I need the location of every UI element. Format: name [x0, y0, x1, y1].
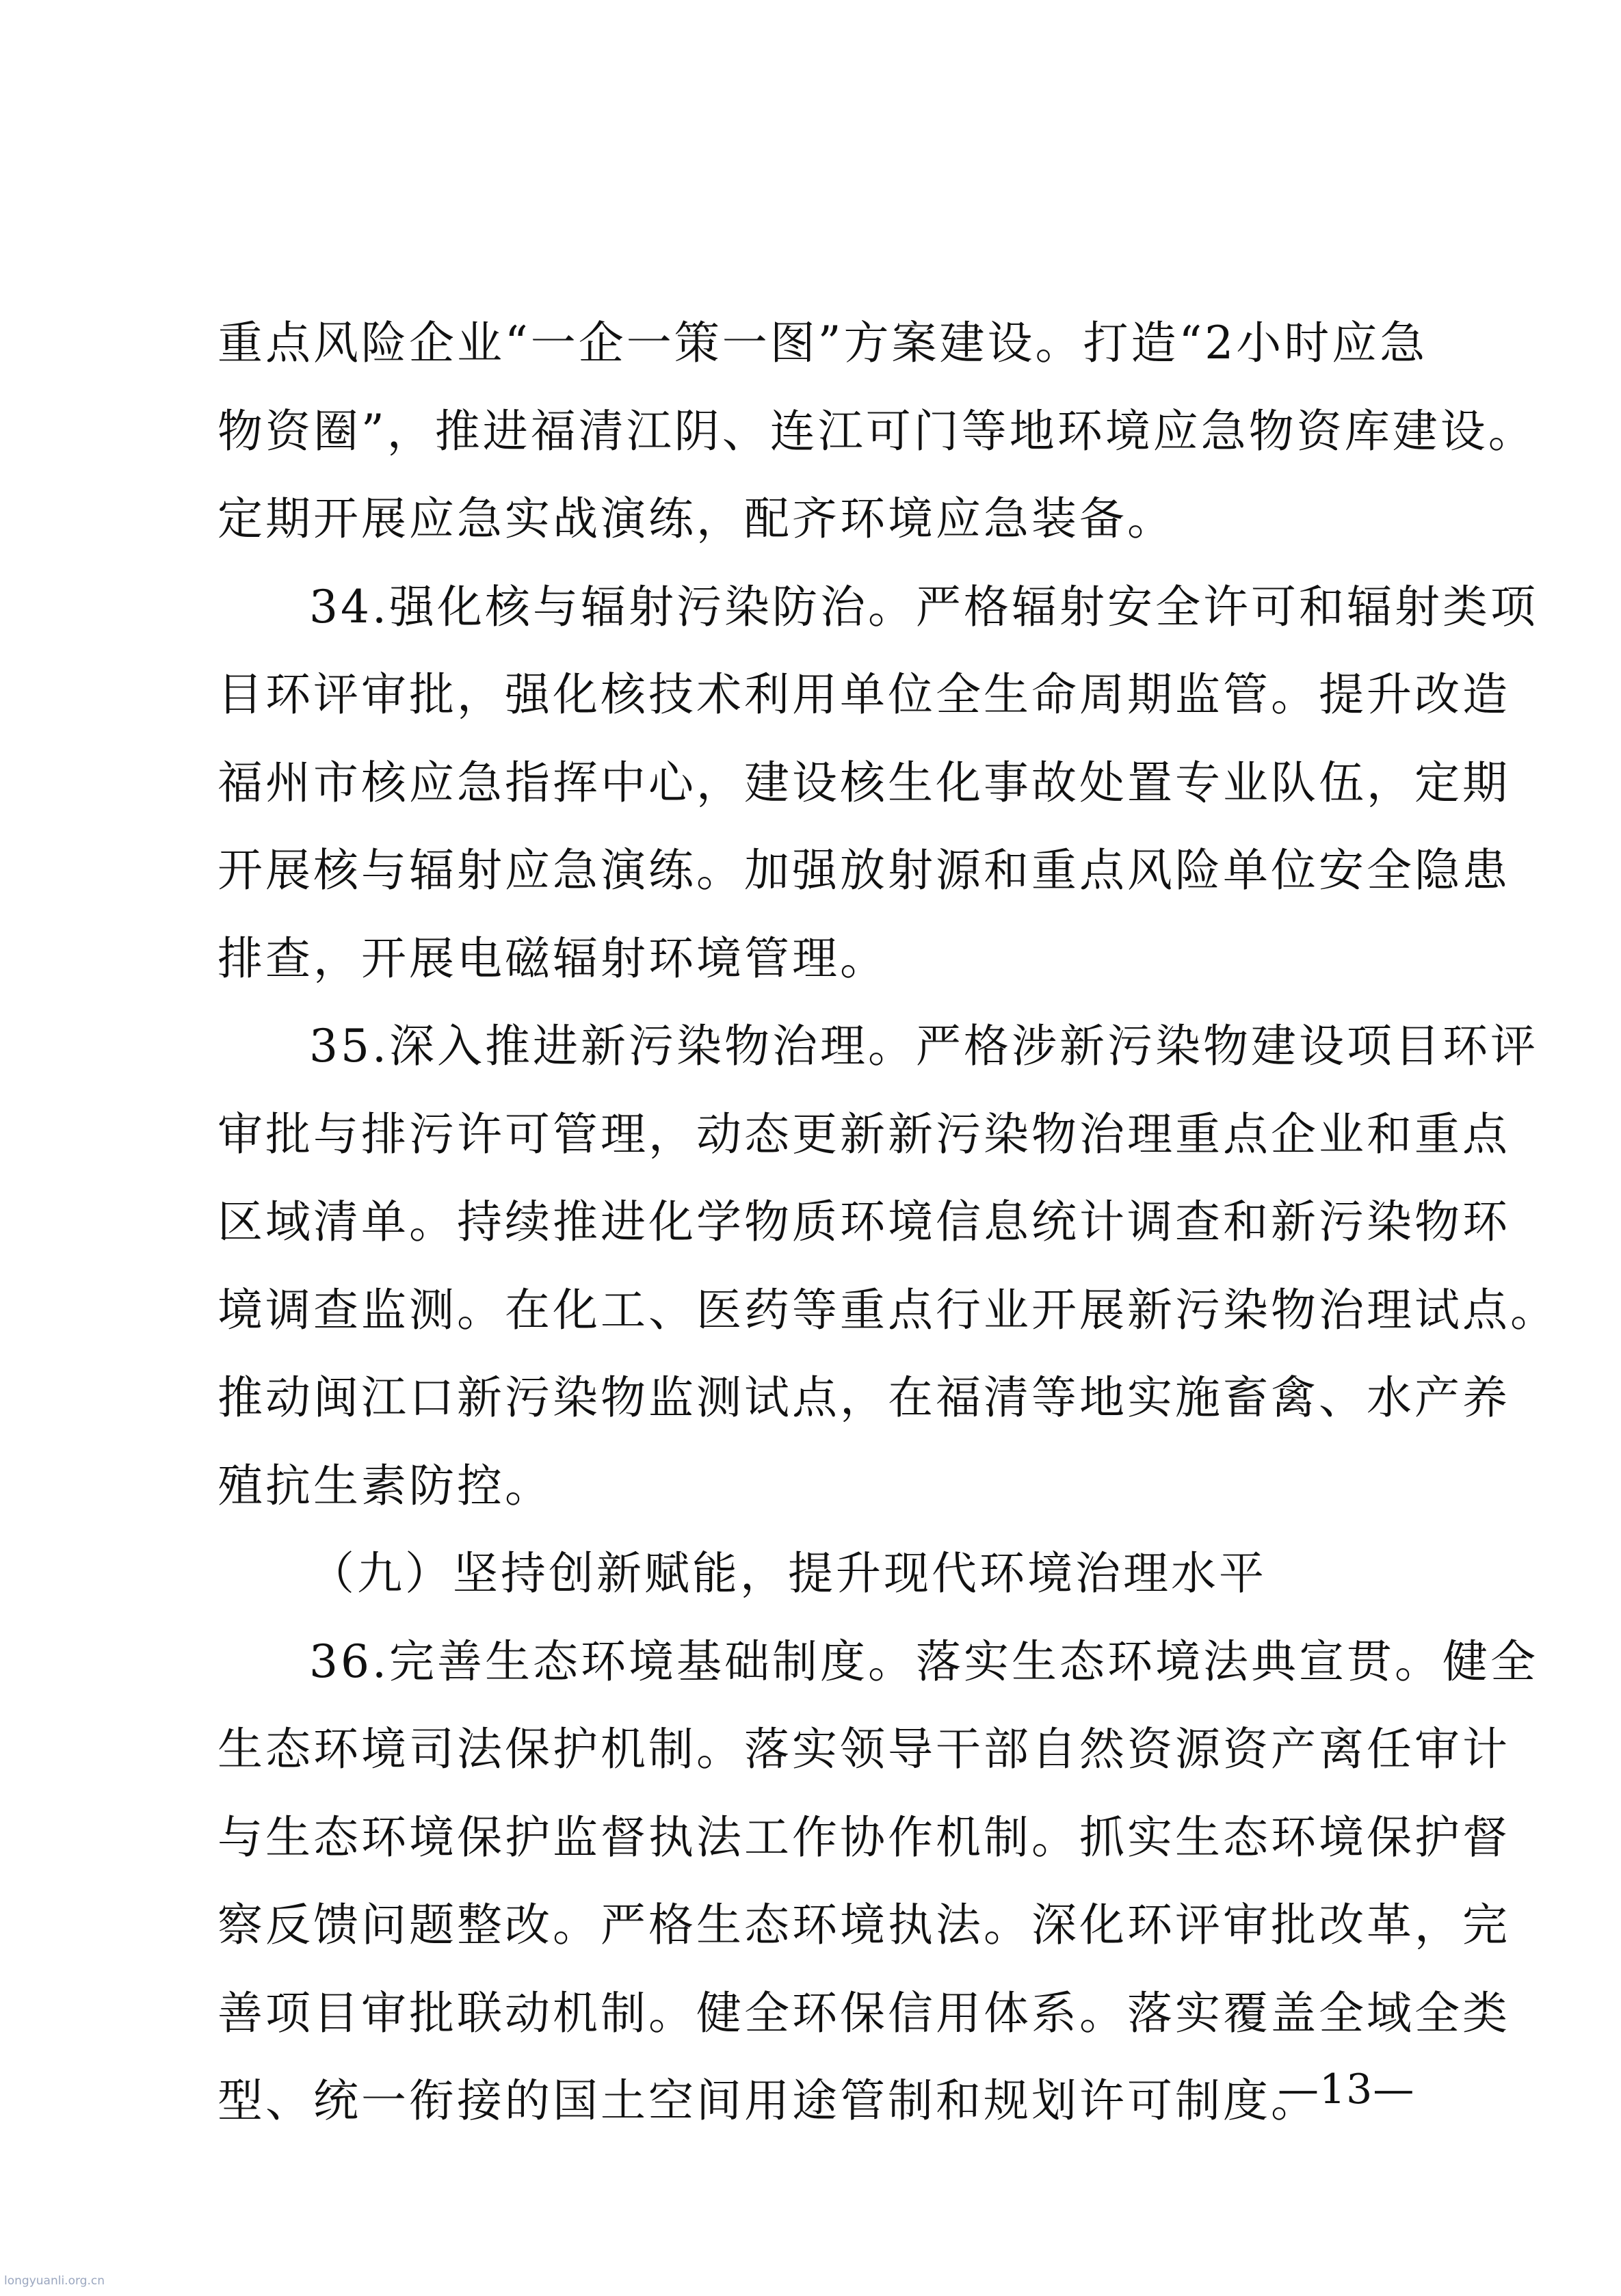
text-line: 与生态环境保护监督执法工作协作机制。抓实生态环境保护督 [218, 1810, 1510, 1864]
document-body [218, 300, 1558, 2146]
text-line: 物资圈”，推进福清江阴、连江可门等地环境应急物资库建设。 [218, 404, 1536, 458]
text-line: 境调查监测。在化工、医药等重点行业开展新污染物治理试点。 [218, 1283, 1558, 1336]
section-9-heading: （九）坚持创新赋能，提升现代环境治理水平 [309, 1547, 1267, 1600]
text-line: 善项目审批联动机制。健全环保信用体系。落实覆盖全域全类 [218, 1986, 1510, 2040]
section-34-heading-line: 34.强化核与辐射污染防治。严格辐射安全许可和辐射类项 [309, 580, 1538, 633]
watermark: longyuanli.org.cn [4, 2274, 105, 2288]
text-line: 殖抗生素防控。 [218, 1459, 553, 1512]
section-35-heading-line: 35.深入推进新污染物治理。严格涉新污染物建设项目环评 [309, 1020, 1538, 1072]
text-line: 区域清单。持续推进化学物质环境信息统计调查和新污染物环 [218, 1196, 1510, 1248]
text-line: 推动闽江口新污染物监测试点，在福清等地实施畜禽、水产养 [218, 1371, 1510, 1424]
text-line: 察反馈问题整改。严格生态环境执法。深化环评审批改革，完 [218, 1899, 1510, 1951]
text-line: 定期开展应急实战演练，配齐环境应急装备。 [218, 492, 1175, 545]
page-number: —13— [1278, 2066, 1415, 2113]
text-line: 重点风险企业“一企一策一图”方案建设。打造“2小时应急 [218, 317, 1428, 369]
text-line: 目环评审批，强化核技术利用单位全生命周期监管。提升改造 [218, 668, 1510, 721]
section-36-heading-line: 36.完善生态环境基础制度。落实生态环境法典宣贯。健全 [309, 1635, 1538, 1688]
text-line: 型、统一衔接的国土空间用途管制和规划许可制度。 [218, 2074, 1319, 2127]
text-line: 生态环境司法保护机制。落实领导干部自然资源资产离任审计 [218, 1723, 1510, 1776]
text-line: 审批与排污许可管理，动态更新新污染物治理重点企业和重点 [218, 1107, 1510, 1161]
text-line: 开展核与辐射应急演练。加强放射源和重点风险单位安全隐患 [218, 844, 1510, 897]
text-line: 福州市核应急指挥中心，建设核生化事故处置专业队伍，定期 [218, 756, 1510, 809]
text-line: 排查，开展电磁辐射环境管理。 [218, 932, 888, 985]
